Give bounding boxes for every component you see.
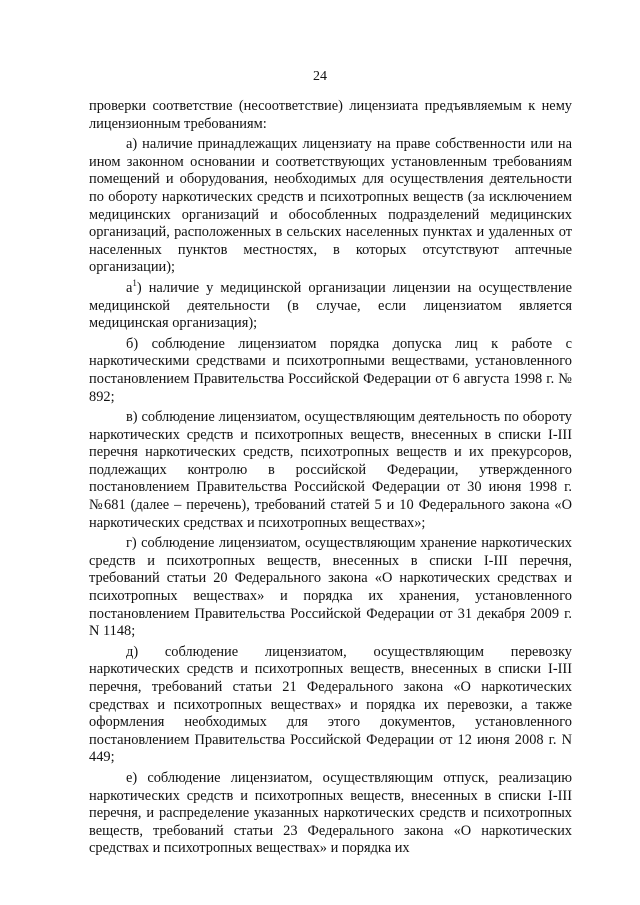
paragraph-g: г) соблюдение лицензиатом, осуществляющим хранение наркотических средств и психотропных веществ, внесенных в списки I-III перечня, требований статьи 20 Федерального закона «О наркотических средствах и психотропных веществах» и порядка их хранения, установленного постановлением Правительства Российской Федерации от 31 декабря 2009 г. N 1148;: [89, 535, 572, 640]
paragraph-e: е) соблюдение лицензиатом, осуществляющим отпуск, реализацию наркотических средств и психотропных веществ, внесенных в списки I-III перечня, и распределение указанных наркотических средств и психотропных веществ, требований статьи 23 Федерального закона «О наркотических средствах и психотропных веществах» и порядка их: [89, 769, 572, 857]
document-body: [89, 98, 572, 861]
paragraph-v: в) соблюдение лицензиатом, осуществляющим деятельность по обороту наркотических средств и психотропных веществ, внесенных в списки I-III перечня наркотических средств, психотропных веществ и их прекурсоров, подлежащих контролю в российской Федерации, утвержденного постановлением Правительства Российской Федерации от 30 июня 1998 г. №681 (далее – перечень), требований статей 5 и 10 Федерального закона «О наркотических средствах и психотропных веществах»;: [89, 409, 572, 531]
paragraph-d: д) соблюдение лицензиатом, осуществляющим перевозку наркотических средств и психотропных веществ, внесенных в списки I-III перечня, требований статьи 21 Федерального закона «О наркотических средствах и психотропных веществах» и порядка их перевозки, а также оформления необходимых для этого документов, установленного постановлением Правительства Российской Федерации от 12 июня 2008 г. N 449;: [89, 643, 572, 766]
paragraph-a1-letter: а: [126, 279, 133, 296]
paragraph-a1-text: наличие у медицинской организации лицензии на осуществление медицинской деятельности (в случае, если лицензиатом является медицинская организация);: [89, 279, 572, 332]
paragraph-a1-superscript: 1: [132, 278, 137, 289]
paragraph-a1: [89, 280, 572, 333]
paragraph-b: б) соблюдение лицензиатом порядка допуска лиц к работе с наркотическими средствами и психотропными веществами, установленного постановлением Правительства Российской Федерации от 6 августа 1998 г. № 892;: [89, 335, 572, 405]
paragraph-a1-paren: ): [136, 279, 142, 296]
page-number: 24: [313, 69, 327, 84]
paragraph-intro: проверки соответствие (несоответствие) лицензиата предъявляемым к нему лицензионным требованиям:: [89, 98, 572, 132]
paragraph-a: а) наличие принадлежащих лицензиату на праве собственности или на ином законном основании и соответствующих установленным требованиям помещений и оборудования, необходимых для осуществления деятельности по обороту наркотических средств и психотропных веществ (за исключением медицинских организаций и обособленных подразделений медицинских организаций, расположенных в сельских населенных пунктах и удаленных от населенных пунктов местностях, в которых отсутствуют аптечные организации);: [89, 136, 572, 276]
